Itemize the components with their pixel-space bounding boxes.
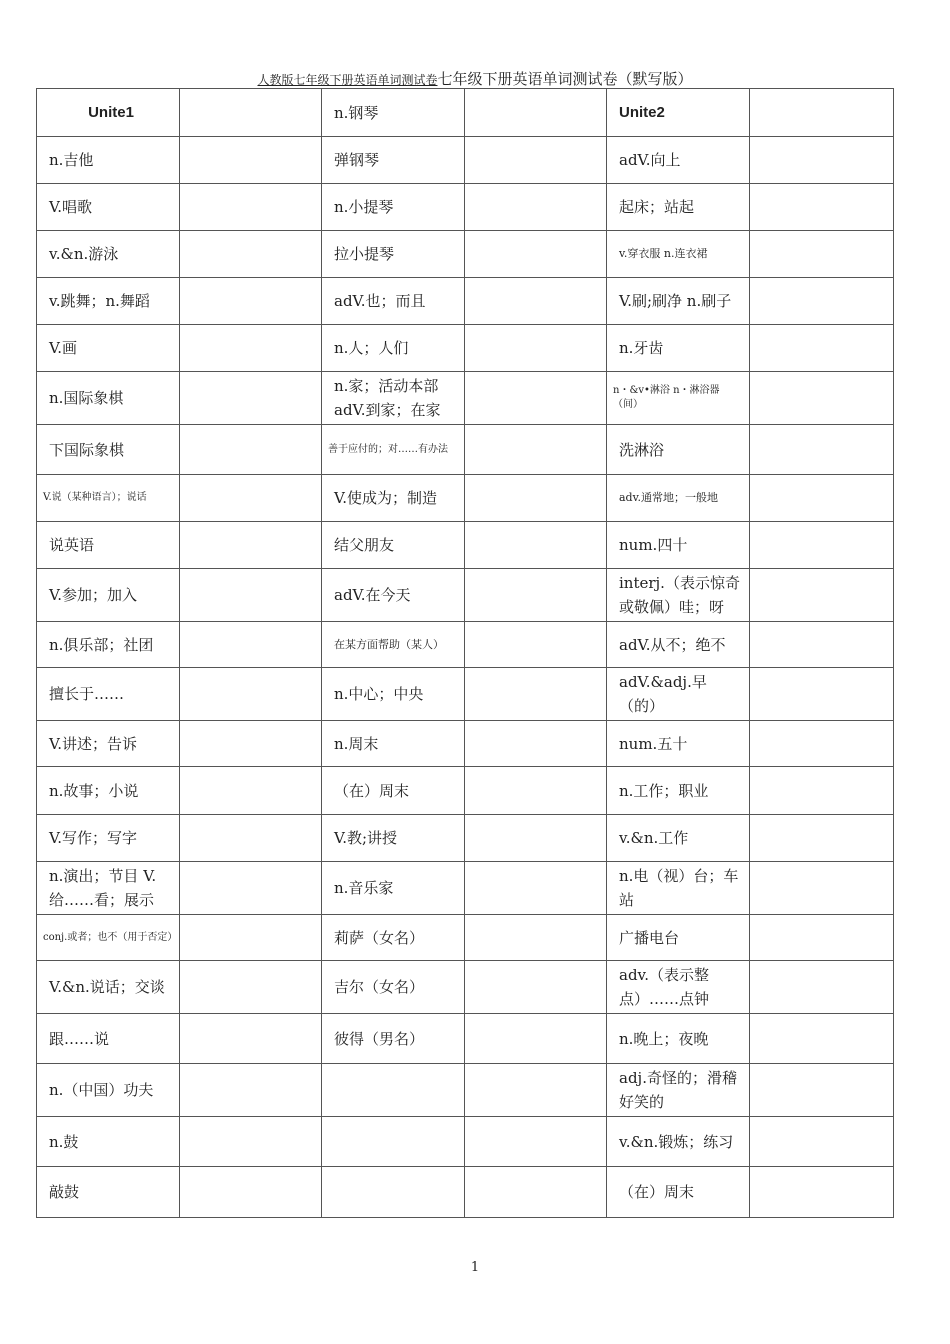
- answer-cell[interactable]: [465, 89, 607, 137]
- answer-cell[interactable]: [180, 1117, 322, 1167]
- answer-cell[interactable]: [750, 231, 894, 278]
- word-prompt: num.五十: [607, 721, 750, 767]
- answer-cell[interactable]: [180, 961, 322, 1014]
- word-prompt: 起床；站起: [607, 184, 750, 231]
- word-prompt: n.国际象棋: [37, 372, 180, 425]
- answer-cell[interactable]: [180, 89, 322, 137]
- answer-cell[interactable]: [465, 862, 607, 915]
- word-prompt: n.音乐家: [322, 862, 465, 915]
- word-prompt: 彼得（男名）: [322, 1014, 465, 1064]
- word-prompt: 说英语: [37, 522, 180, 569]
- answer-cell[interactable]: [180, 137, 322, 184]
- word-prompt: 跟……说: [37, 1014, 180, 1064]
- answer-cell[interactable]: [180, 278, 322, 325]
- word-prompt: V.写作；写字: [37, 815, 180, 862]
- word-prompt: interj.（表示惊奇或敬佩）哇；呀: [607, 569, 750, 622]
- answer-cell[interactable]: [750, 475, 894, 522]
- vocab-table: [36, 88, 894, 1218]
- answer-cell[interactable]: [750, 622, 894, 668]
- page-title: [0, 68, 950, 89]
- word-prompt: n.钢琴: [322, 89, 465, 137]
- answer-cell[interactable]: [465, 961, 607, 1014]
- word-prompt: （在）周末: [607, 1167, 750, 1218]
- table-row: [37, 622, 894, 668]
- table-row: [37, 1014, 894, 1064]
- answer-cell[interactable]: [465, 522, 607, 569]
- word-prompt: adv.通常地；一般地: [607, 475, 750, 522]
- answer-cell[interactable]: [180, 184, 322, 231]
- table-row: [37, 475, 894, 522]
- answer-cell[interactable]: [465, 475, 607, 522]
- answer-cell[interactable]: [465, 569, 607, 622]
- answer-cell[interactable]: [180, 325, 322, 372]
- word-prompt: num.四十: [607, 522, 750, 569]
- word-prompt: v.穿衣服 n.连衣裙: [607, 231, 750, 278]
- table-row: [37, 231, 894, 278]
- word-prompt: n.吉他: [37, 137, 180, 184]
- answer-cell[interactable]: [180, 475, 322, 522]
- table-row: [37, 862, 894, 915]
- answer-cell[interactable]: [465, 815, 607, 862]
- answer-cell[interactable]: [750, 668, 894, 721]
- answer-cell[interactable]: [180, 372, 322, 425]
- table-row: [37, 767, 894, 815]
- word-prompt: conj.或者；也不（用于否定）: [37, 915, 180, 961]
- answer-cell[interactable]: [750, 961, 894, 1014]
- word-prompt: 在某方面帮助（某人）: [322, 622, 465, 668]
- word-prompt: 洗淋浴: [607, 425, 750, 475]
- answer-cell[interactable]: [465, 1014, 607, 1064]
- answer-cell[interactable]: [465, 1064, 607, 1117]
- answer-cell[interactable]: [180, 622, 322, 668]
- answer-cell[interactable]: [750, 862, 894, 915]
- unit2-heading: Unite2: [607, 89, 750, 137]
- word-prompt: V.说（某种语言）；说话: [37, 475, 180, 522]
- word-prompt: n・&v•淋浴 n・淋浴器（间）: [607, 372, 750, 425]
- word-prompt: n.晚上；夜晚: [607, 1014, 750, 1064]
- answer-cell[interactable]: [465, 425, 607, 475]
- answer-cell[interactable]: [750, 1014, 894, 1064]
- table-row: [37, 278, 894, 325]
- answer-cell[interactable]: [465, 231, 607, 278]
- word-prompt: adV.也；而且: [322, 278, 465, 325]
- word-prompt: n.演出；节目 V.给……看；展示: [37, 862, 180, 915]
- word-prompt: adv.（表示整点）……点钟: [607, 961, 750, 1014]
- word-prompt: adV.&adj.早（的）: [607, 668, 750, 721]
- answer-cell[interactable]: [750, 1167, 894, 1218]
- table-row: [37, 325, 894, 372]
- answer-cell[interactable]: [180, 915, 322, 961]
- word-prompt: V.画: [37, 325, 180, 372]
- table-row: [37, 1167, 894, 1218]
- table-row: [37, 372, 894, 425]
- page-number: 1: [470, 1260, 480, 1275]
- word-prompt: 擅长于……: [37, 668, 180, 721]
- answer-cell[interactable]: [750, 767, 894, 815]
- word-prompt: V.教;讲授: [322, 815, 465, 862]
- answer-cell[interactable]: [180, 569, 322, 622]
- word-prompt: [322, 1167, 465, 1218]
- word-prompt: adV.在今天: [322, 569, 465, 622]
- answer-cell[interactable]: [750, 278, 894, 325]
- answer-cell[interactable]: [180, 1064, 322, 1117]
- answer-cell[interactable]: [750, 372, 894, 425]
- answer-cell[interactable]: [180, 862, 322, 915]
- answer-cell[interactable]: [750, 89, 894, 137]
- word-prompt: n.中心；中央: [322, 668, 465, 721]
- answer-cell[interactable]: [180, 668, 322, 721]
- answer-cell[interactable]: [465, 372, 607, 425]
- table-row: [37, 184, 894, 231]
- answer-cell[interactable]: [750, 915, 894, 961]
- word-prompt: 拉小提琴: [322, 231, 465, 278]
- word-prompt: n.工作；职业: [607, 767, 750, 815]
- title-main-part: 七年级下册英语单词测试卷（默写版）: [437, 70, 693, 88]
- word-prompt: n.故事；小说: [37, 767, 180, 815]
- word-prompt: 敲鼓: [37, 1167, 180, 1218]
- word-prompt: v.&n.锻炼；练习: [607, 1117, 750, 1167]
- word-prompt: V.刷;刷净 n.刷子: [607, 278, 750, 325]
- answer-cell[interactable]: [750, 815, 894, 862]
- word-prompt: n.牙齿: [607, 325, 750, 372]
- word-prompt: adj.奇怪的；滑稽好笑的: [607, 1064, 750, 1117]
- answer-cell[interactable]: [750, 325, 894, 372]
- answer-cell[interactable]: [465, 325, 607, 372]
- answer-cell[interactable]: [180, 815, 322, 862]
- answer-cell[interactable]: [750, 721, 894, 767]
- word-prompt: 结父朋友: [322, 522, 465, 569]
- answer-cell[interactable]: [750, 1064, 894, 1117]
- answer-cell[interactable]: [180, 522, 322, 569]
- table-row: [37, 668, 894, 721]
- answer-cell[interactable]: [180, 1167, 322, 1218]
- answer-cell[interactable]: [465, 915, 607, 961]
- word-prompt: V.&n.说话；交谈: [37, 961, 180, 1014]
- answer-cell[interactable]: [465, 1117, 607, 1167]
- answer-cell[interactable]: [465, 1167, 607, 1218]
- answer-cell[interactable]: [465, 767, 607, 815]
- word-prompt: [322, 1064, 465, 1117]
- word-prompt: 莉萨（女名）: [322, 915, 465, 961]
- answer-cell[interactable]: [180, 767, 322, 815]
- table-row: [37, 137, 894, 184]
- word-prompt: n.电（视）台；车站: [607, 862, 750, 915]
- word-prompt: V.唱歌: [37, 184, 180, 231]
- word-prompt: 广播电台: [607, 915, 750, 961]
- table-row: [37, 815, 894, 862]
- word-prompt: [322, 1117, 465, 1167]
- answer-cell[interactable]: [465, 137, 607, 184]
- word-prompt: （在）周末: [322, 767, 465, 815]
- word-prompt: V.讲述；告诉: [37, 721, 180, 767]
- word-prompt: 弹钢琴: [322, 137, 465, 184]
- word-prompt: n.人；人们: [322, 325, 465, 372]
- word-prompt: 善于应付的；对……有办法: [322, 425, 465, 475]
- answer-cell[interactable]: [750, 522, 894, 569]
- answer-cell[interactable]: [750, 425, 894, 475]
- answer-cell[interactable]: [750, 1117, 894, 1167]
- answer-cell[interactable]: [750, 137, 894, 184]
- word-prompt: v.&n.游泳: [37, 231, 180, 278]
- word-prompt: n.俱乐部；社团: [37, 622, 180, 668]
- unit1-heading: Unite1: [37, 89, 180, 137]
- answer-cell[interactable]: [465, 184, 607, 231]
- answer-cell[interactable]: [465, 668, 607, 721]
- word-prompt: v.&n.工作: [607, 815, 750, 862]
- word-prompt: v.跳舞；n.舞蹈: [37, 278, 180, 325]
- answer-cell[interactable]: [180, 425, 322, 475]
- word-prompt: V.参加；加入: [37, 569, 180, 622]
- word-prompt: n.鼓: [37, 1117, 180, 1167]
- title-small-part: 人教版七年级下册英语单词测试卷: [257, 73, 438, 87]
- word-prompt: n.家；活动本部 adV.到家；在家: [322, 372, 465, 425]
- table-row: [37, 569, 894, 622]
- word-prompt: 下国际象棋: [37, 425, 180, 475]
- word-prompt: n.（中国）功夫: [37, 1064, 180, 1117]
- table-row: [37, 1117, 894, 1167]
- answer-cell[interactable]: [465, 278, 607, 325]
- table-row: [37, 961, 894, 1014]
- table-row: [37, 721, 894, 767]
- answer-cell[interactable]: [180, 1014, 322, 1064]
- table-row: [37, 89, 894, 137]
- answer-cell[interactable]: [750, 184, 894, 231]
- table-row: [37, 522, 894, 569]
- table-row: [37, 1064, 894, 1117]
- table-row: [37, 425, 894, 475]
- word-prompt: V.使成为；制造: [322, 475, 465, 522]
- word-prompt: adV.向上: [607, 137, 750, 184]
- answer-cell[interactable]: [180, 721, 322, 767]
- answer-cell[interactable]: [180, 231, 322, 278]
- word-prompt: n.小提琴: [322, 184, 465, 231]
- word-prompt: n.周末: [322, 721, 465, 767]
- word-prompt: adV.从不；绝不: [607, 622, 750, 668]
- table-row: [37, 915, 894, 961]
- answer-cell[interactable]: [465, 622, 607, 668]
- word-prompt: 吉尔（女名）: [322, 961, 465, 1014]
- answer-cell[interactable]: [465, 721, 607, 767]
- answer-cell[interactable]: [750, 569, 894, 622]
